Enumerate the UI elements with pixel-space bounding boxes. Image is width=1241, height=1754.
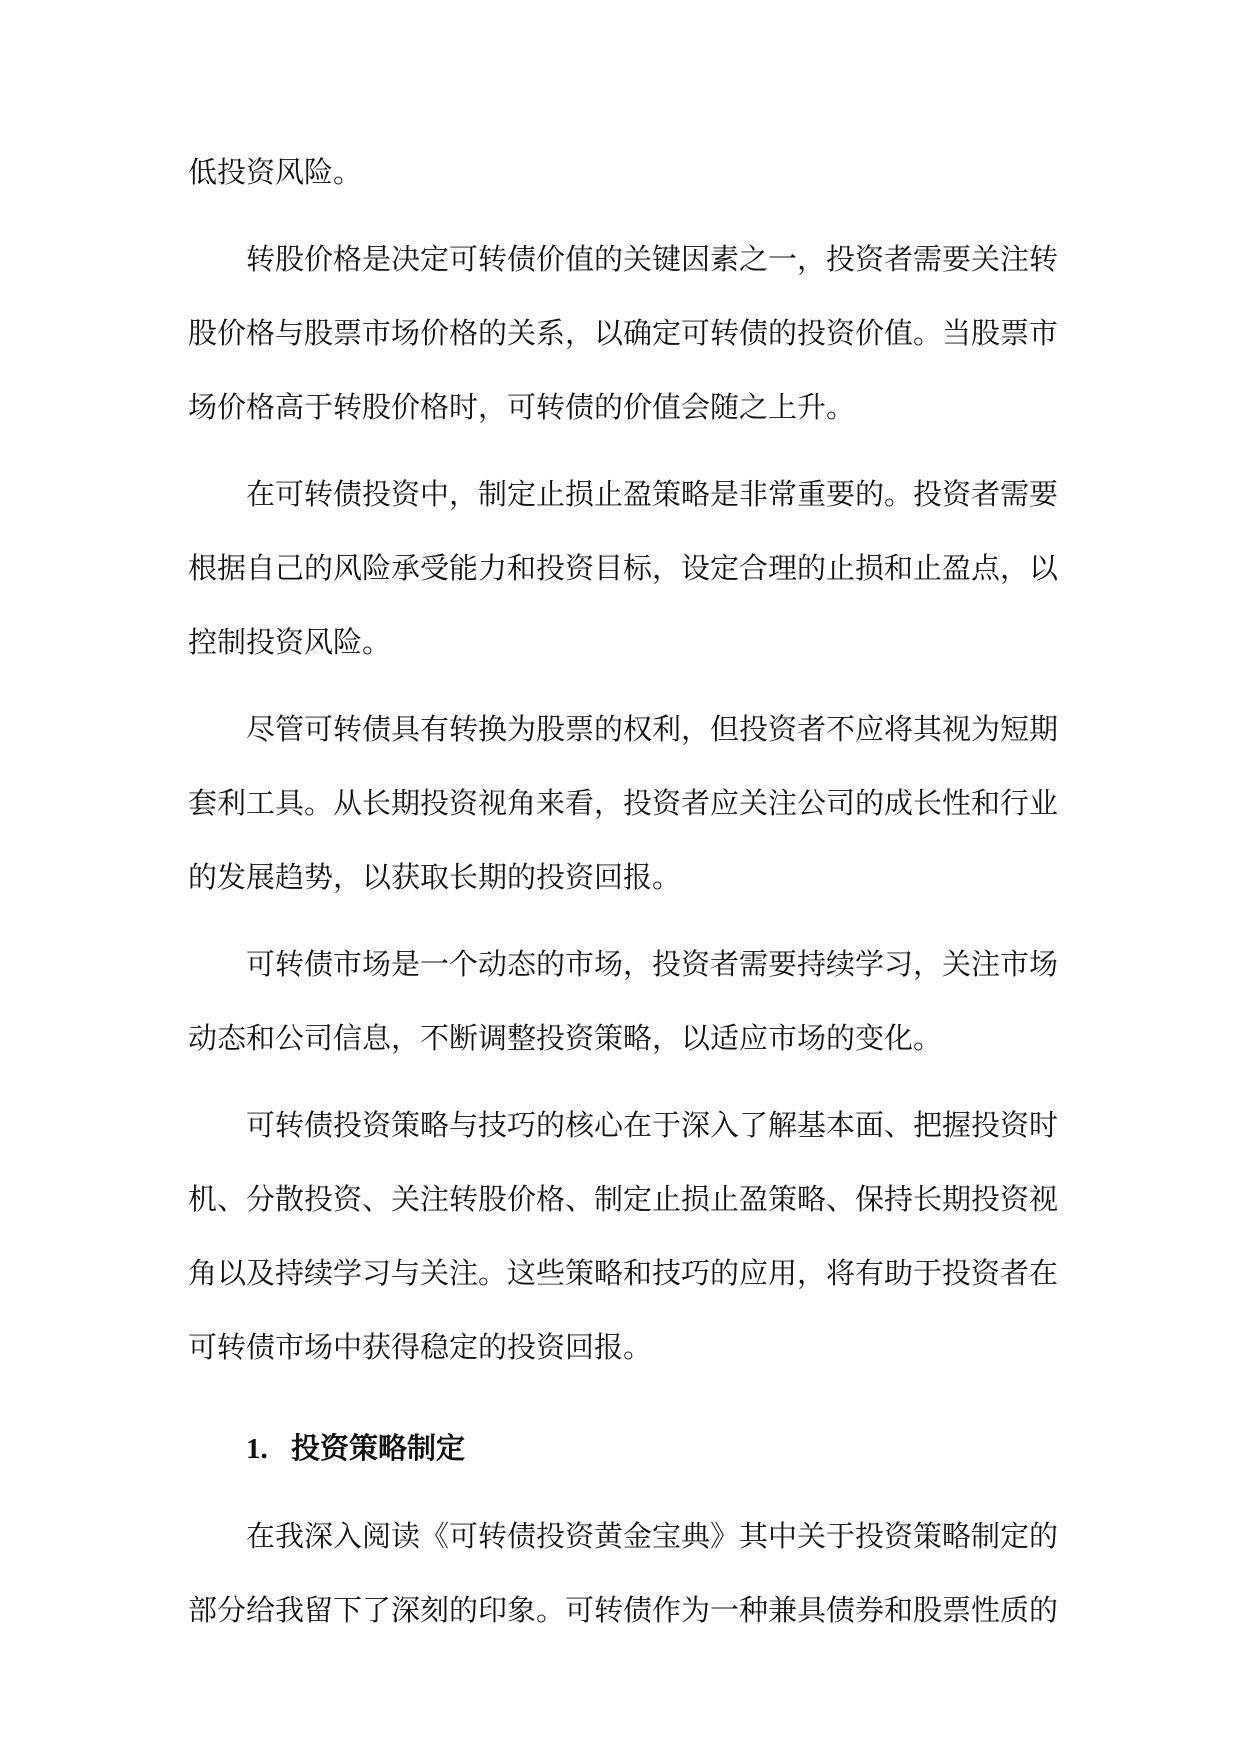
paragraph: 可转债市场是一个动态的市场，投资者需要持续学习，关注市场动态和公司信息，不断调整投资策略，以适应市场的变化。 [188,947,1059,1055]
paragraph: 在我深入阅读《可转债投资黄金宝典》其中关于投资策略制定的部分给我留下了深刻的印象。可转债作为一种兼具债券和股票性质的 [188,1519,1059,1627]
paragraph: 在可转债投资中，制定止损止盈策略是非常重要的。投资者需要根据自己的风险承受能力和投资目标，设定合理的止损和止盈点，以控制投资风险。 [188,477,1059,659]
section-number: 1. [246,1433,268,1465]
paragraph: 尽管可转债具有转换为股票的权利，但投资者不应将其视为短期套利工具。从长期投资视角来看，投资者应关注公司的成长性和行业的发展趋势，以获取长期的投资回报。 [188,712,1059,894]
document-page [188,135,1058,1660]
paragraph: 转股价格是决定可转债价值的关键因素之一，投资者需要关注转股价格与股票市场价格的关系，以确定可转债的投资价值。当股票市场价格高于转股价格时，可转债的价值会随之上升。 [188,242,1059,424]
section-heading [188,1411,1058,1486]
paragraph: 低投资风险。 [188,155,363,189]
section-title: 投资策略制定 [291,1431,466,1465]
paragraph: 可转债投资策略与技巧的核心在于深入了解基本面、把握投资时机、分散投资、关注转股价格、制定止损止盈策略、保持长期投资视角以及持续学习与关注。这些策略和技巧的应用，将有助于投资者在可转债市场中获得稳定的投资回报。 [188,1108,1059,1364]
